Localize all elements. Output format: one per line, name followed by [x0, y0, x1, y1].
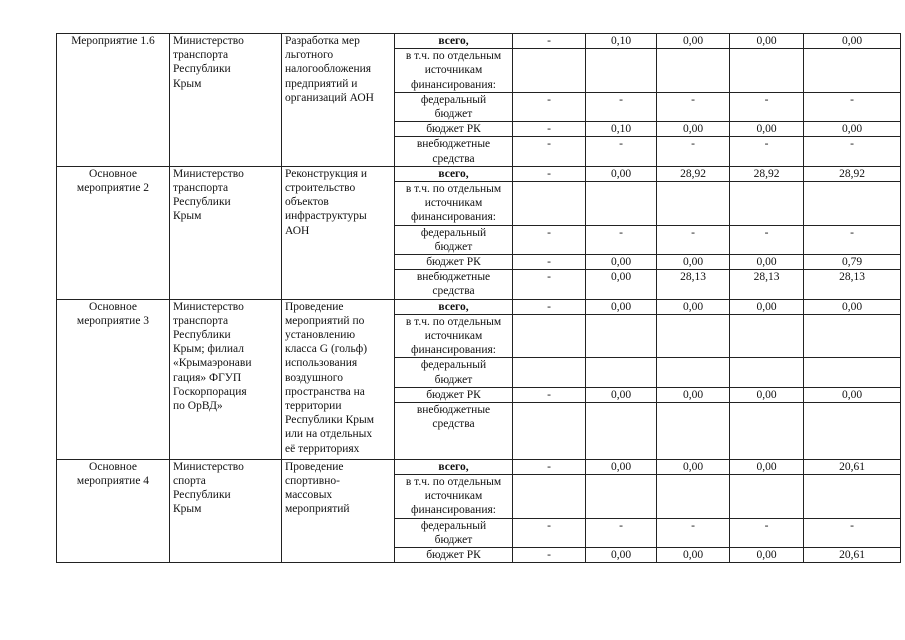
value-cell: - [730, 92, 804, 121]
cell-line: внебюджетные [416, 138, 491, 151]
value-cell-col1: - [513, 270, 586, 299]
cell-line: «Крымаэронави [173, 357, 252, 370]
cell-line: Республики [173, 196, 231, 209]
value-cell: 0,00 [586, 270, 657, 299]
value-cell: 0,00 [586, 166, 657, 181]
table-row [57, 34, 901, 49]
cell-line: всего, [438, 167, 469, 180]
cell-line: в т.ч. по отдельным [405, 183, 502, 196]
cell-line: использования [285, 357, 358, 370]
cell-line: Республики Крым [285, 414, 374, 427]
value-cell-col1: - [513, 387, 586, 402]
value-cell: 0,00 [730, 122, 804, 137]
cell-line: федеральный [420, 93, 487, 106]
value-cell: 28,13 [804, 270, 901, 299]
value-cell: 20,61 [804, 459, 901, 474]
value-cell: 0,00 [586, 548, 657, 563]
event-name-cell [57, 459, 170, 562]
cell-line: по ОрВД» [173, 400, 223, 413]
cell-line: в т.ч. по отдельным [405, 476, 502, 489]
cell-line: Республики [173, 489, 231, 502]
value-cell: 0,00 [586, 255, 657, 270]
value-cell-col1: - [513, 34, 586, 49]
description-cell [282, 459, 395, 562]
cell-line: Проведение [285, 460, 344, 473]
value-cell-col1: - [513, 225, 586, 254]
cell-line: Реконструкция и [285, 167, 368, 180]
value-cell-col1: - [513, 548, 586, 563]
cell-line: транспорта [173, 182, 229, 195]
cell-line: транспорта [173, 314, 229, 327]
cell-line: организаций АОН [285, 91, 374, 104]
value-cell: - [804, 518, 901, 547]
value-cell [586, 403, 657, 460]
budget-table [56, 33, 901, 563]
value-cell: 28,13 [657, 270, 730, 299]
description-cell [282, 34, 395, 167]
cell-line: источникам [424, 64, 483, 77]
value-cell: 0,00 [657, 548, 730, 563]
cell-line: финансирования: [411, 504, 496, 517]
funding-source-cell [395, 166, 513, 181]
cell-line: бюджет [434, 373, 473, 386]
table-row [57, 299, 901, 314]
cell-line: Крым [173, 77, 202, 90]
cell-line: всего, [438, 35, 469, 47]
cell-line: спортивно- [285, 475, 340, 488]
funding-source-cell [395, 403, 513, 460]
value-cell: 0,00 [586, 459, 657, 474]
value-cell: 0,00 [586, 387, 657, 402]
value-cell-col1 [513, 314, 586, 358]
cell-line: финансирования: [411, 78, 496, 91]
value-cell: 0,00 [730, 548, 804, 563]
table-row [57, 459, 901, 474]
cell-line: Министерство [173, 35, 244, 47]
cell-line: бюджет [434, 240, 473, 253]
cell-line: Министерство [173, 167, 244, 180]
funding-source-cell [395, 255, 513, 270]
funding-source-cell [395, 475, 513, 519]
value-cell [657, 314, 730, 358]
budget-table-body [57, 34, 901, 563]
value-cell [730, 314, 804, 358]
cell-line: Республики [173, 63, 231, 76]
cell-line: транспорта [173, 49, 229, 62]
value-cell [586, 49, 657, 93]
value-cell: - [730, 137, 804, 166]
value-cell: 0,00 [657, 122, 730, 137]
cell-line: финансирования: [411, 211, 496, 224]
value-cell-col1: - [513, 518, 586, 547]
funding-source-cell [395, 137, 513, 166]
cell-line: Мероприятие 1.6 [71, 35, 155, 47]
value-cell-col1: - [513, 459, 586, 474]
value-cell: 0,00 [730, 255, 804, 270]
value-cell-col1: - [513, 255, 586, 270]
value-cell: 0,00 [586, 299, 657, 314]
cell-line: или на отдельных [285, 428, 373, 441]
cell-line: бюджет [434, 108, 473, 121]
executor-cell [170, 459, 282, 562]
funding-source-cell [395, 34, 513, 49]
executor-cell [170, 299, 282, 459]
cell-line: федеральный [420, 359, 487, 372]
cell-line: строительство [285, 182, 356, 195]
cell-line: Госкорпорация [173, 385, 247, 398]
value-cell: - [586, 92, 657, 121]
value-cell [657, 403, 730, 460]
cell-line: Основное [89, 460, 137, 473]
cell-line: Министерство [173, 300, 244, 313]
value-cell [804, 182, 901, 226]
funding-source-cell [395, 387, 513, 402]
cell-line: класса G (гольф) [285, 343, 368, 356]
cell-line: средства [432, 418, 475, 431]
cell-line: источникам [424, 197, 483, 210]
cell-line: всего, [438, 460, 469, 473]
description-cell [282, 166, 395, 299]
funding-source-cell [395, 314, 513, 358]
value-cell [586, 182, 657, 226]
cell-line: мероприятий по [285, 314, 365, 327]
description-cell [282, 299, 395, 459]
cell-line: бюджет РК [426, 549, 481, 562]
event-name-cell [57, 166, 170, 299]
value-cell: 0,00 [657, 387, 730, 402]
value-cell-col1: - [513, 166, 586, 181]
value-cell: 0,00 [730, 459, 804, 474]
cell-line: территории [285, 400, 342, 413]
funding-source-cell [395, 122, 513, 137]
cell-line: пространства на [285, 385, 365, 398]
value-cell [730, 182, 804, 226]
value-cell: 0,00 [804, 299, 901, 314]
value-cell: - [657, 225, 730, 254]
funding-source-cell [395, 92, 513, 121]
value-cell: 28,92 [657, 166, 730, 181]
cell-line: средства [432, 152, 475, 165]
value-cell-col1 [513, 49, 586, 93]
cell-line: воздушного [285, 371, 343, 384]
cell-line: Основное [89, 300, 137, 313]
cell-line: массовых [285, 489, 333, 502]
value-cell: 28,92 [730, 166, 804, 181]
cell-line: бюджет РК [426, 256, 481, 269]
cell-line: мероприятий [285, 503, 350, 516]
value-cell: 0,10 [586, 122, 657, 137]
cell-line: Республики [173, 329, 231, 342]
cell-line: внебюджетные [416, 271, 491, 284]
funding-source-cell [395, 270, 513, 299]
cell-line: Крым [173, 503, 202, 516]
value-cell [586, 314, 657, 358]
executor-cell [170, 166, 282, 299]
cell-line: мероприятие 3 [76, 314, 150, 327]
value-cell [657, 182, 730, 226]
cell-line: всего, [438, 300, 469, 313]
value-cell: 0,00 [657, 459, 730, 474]
cell-line: Крым; филиал [173, 343, 244, 356]
value-cell-col1: - [513, 92, 586, 121]
cell-line: финансирования: [411, 344, 496, 357]
cell-line: в т.ч. по отдельным [405, 50, 502, 63]
cell-line: Проведение [285, 300, 344, 313]
funding-source-cell [395, 459, 513, 474]
value-cell: 0,00 [804, 34, 901, 49]
value-cell-col1: - [513, 299, 586, 314]
cell-line: спорта [173, 475, 206, 488]
cell-line: инфраструктуры [285, 210, 367, 223]
value-cell [804, 358, 901, 387]
value-cell: 0,00 [657, 34, 730, 49]
value-cell: 0,00 [730, 387, 804, 402]
value-cell: - [804, 92, 901, 121]
value-cell [730, 403, 804, 460]
value-cell [804, 314, 901, 358]
cell-line: Разработка мер [285, 35, 360, 47]
value-cell-col1 [513, 475, 586, 519]
value-cell: 0,00 [730, 299, 804, 314]
value-cell: 0,00 [730, 34, 804, 49]
value-cell [730, 475, 804, 519]
value-cell [804, 49, 901, 93]
value-cell-col1 [513, 182, 586, 226]
table-row [57, 166, 901, 181]
executor-cell [170, 34, 282, 167]
cell-line: источникам [424, 490, 483, 503]
cell-line: федеральный [420, 226, 487, 239]
value-cell: - [730, 518, 804, 547]
value-cell: - [657, 92, 730, 121]
value-cell: - [804, 225, 901, 254]
value-cell: - [586, 518, 657, 547]
value-cell: - [586, 225, 657, 254]
value-cell [586, 475, 657, 519]
value-cell [804, 403, 901, 460]
cell-line: внебюджетные [416, 404, 491, 417]
cell-line: мероприятие 2 [76, 182, 150, 195]
cell-line: средства [432, 285, 475, 298]
value-cell [657, 358, 730, 387]
value-cell: 0,10 [586, 34, 657, 49]
cell-line: её территориях [285, 442, 360, 455]
cell-line: в т.ч. по отдельным [405, 315, 502, 328]
event-name-cell [57, 299, 170, 459]
cell-line: установлению [285, 329, 356, 342]
cell-line: Основное [89, 167, 137, 180]
cell-line: бюджет [434, 533, 473, 546]
value-cell: 28,13 [730, 270, 804, 299]
value-cell: 0,00 [657, 255, 730, 270]
value-cell [804, 475, 901, 519]
value-cell-col1 [513, 403, 586, 460]
event-name-cell [57, 34, 170, 167]
cell-line: АОН [285, 224, 310, 237]
value-cell [730, 358, 804, 387]
cell-line: бюджет РК [426, 123, 481, 136]
value-cell [730, 49, 804, 93]
value-cell: - [586, 137, 657, 166]
value-cell: 0,00 [657, 299, 730, 314]
funding-source-cell [395, 548, 513, 563]
cell-line: объектов [285, 196, 329, 209]
cell-line: мероприятие 4 [76, 475, 150, 488]
cell-line: источникам [424, 330, 483, 343]
cell-line: бюджет РК [426, 388, 481, 401]
cell-line: предприятий и [285, 77, 358, 90]
funding-source-cell [395, 49, 513, 93]
value-cell: 28,92 [804, 166, 901, 181]
value-cell: - [804, 137, 901, 166]
funding-source-cell [395, 182, 513, 226]
value-cell [586, 358, 657, 387]
funding-source-cell [395, 358, 513, 387]
funding-source-cell [395, 225, 513, 254]
value-cell-col1: - [513, 122, 586, 137]
value-cell [657, 475, 730, 519]
value-cell: - [657, 518, 730, 547]
value-cell: 20,61 [804, 548, 901, 563]
cell-line: льготного [285, 49, 334, 62]
value-cell: - [730, 225, 804, 254]
value-cell: 0,79 [804, 255, 901, 270]
cell-line: Министерство [173, 460, 244, 473]
cell-line: гация» ФГУП [173, 371, 242, 384]
cell-line: федеральный [420, 519, 487, 532]
cell-line: налогообложения [285, 63, 372, 76]
value-cell-col1 [513, 358, 586, 387]
value-cell: 0,00 [804, 387, 901, 402]
funding-source-cell [395, 518, 513, 547]
value-cell: 0,00 [804, 122, 901, 137]
value-cell-col1: - [513, 137, 586, 166]
funding-source-cell [395, 299, 513, 314]
value-cell: - [657, 137, 730, 166]
value-cell [657, 49, 730, 93]
cell-line: Крым [173, 210, 202, 223]
